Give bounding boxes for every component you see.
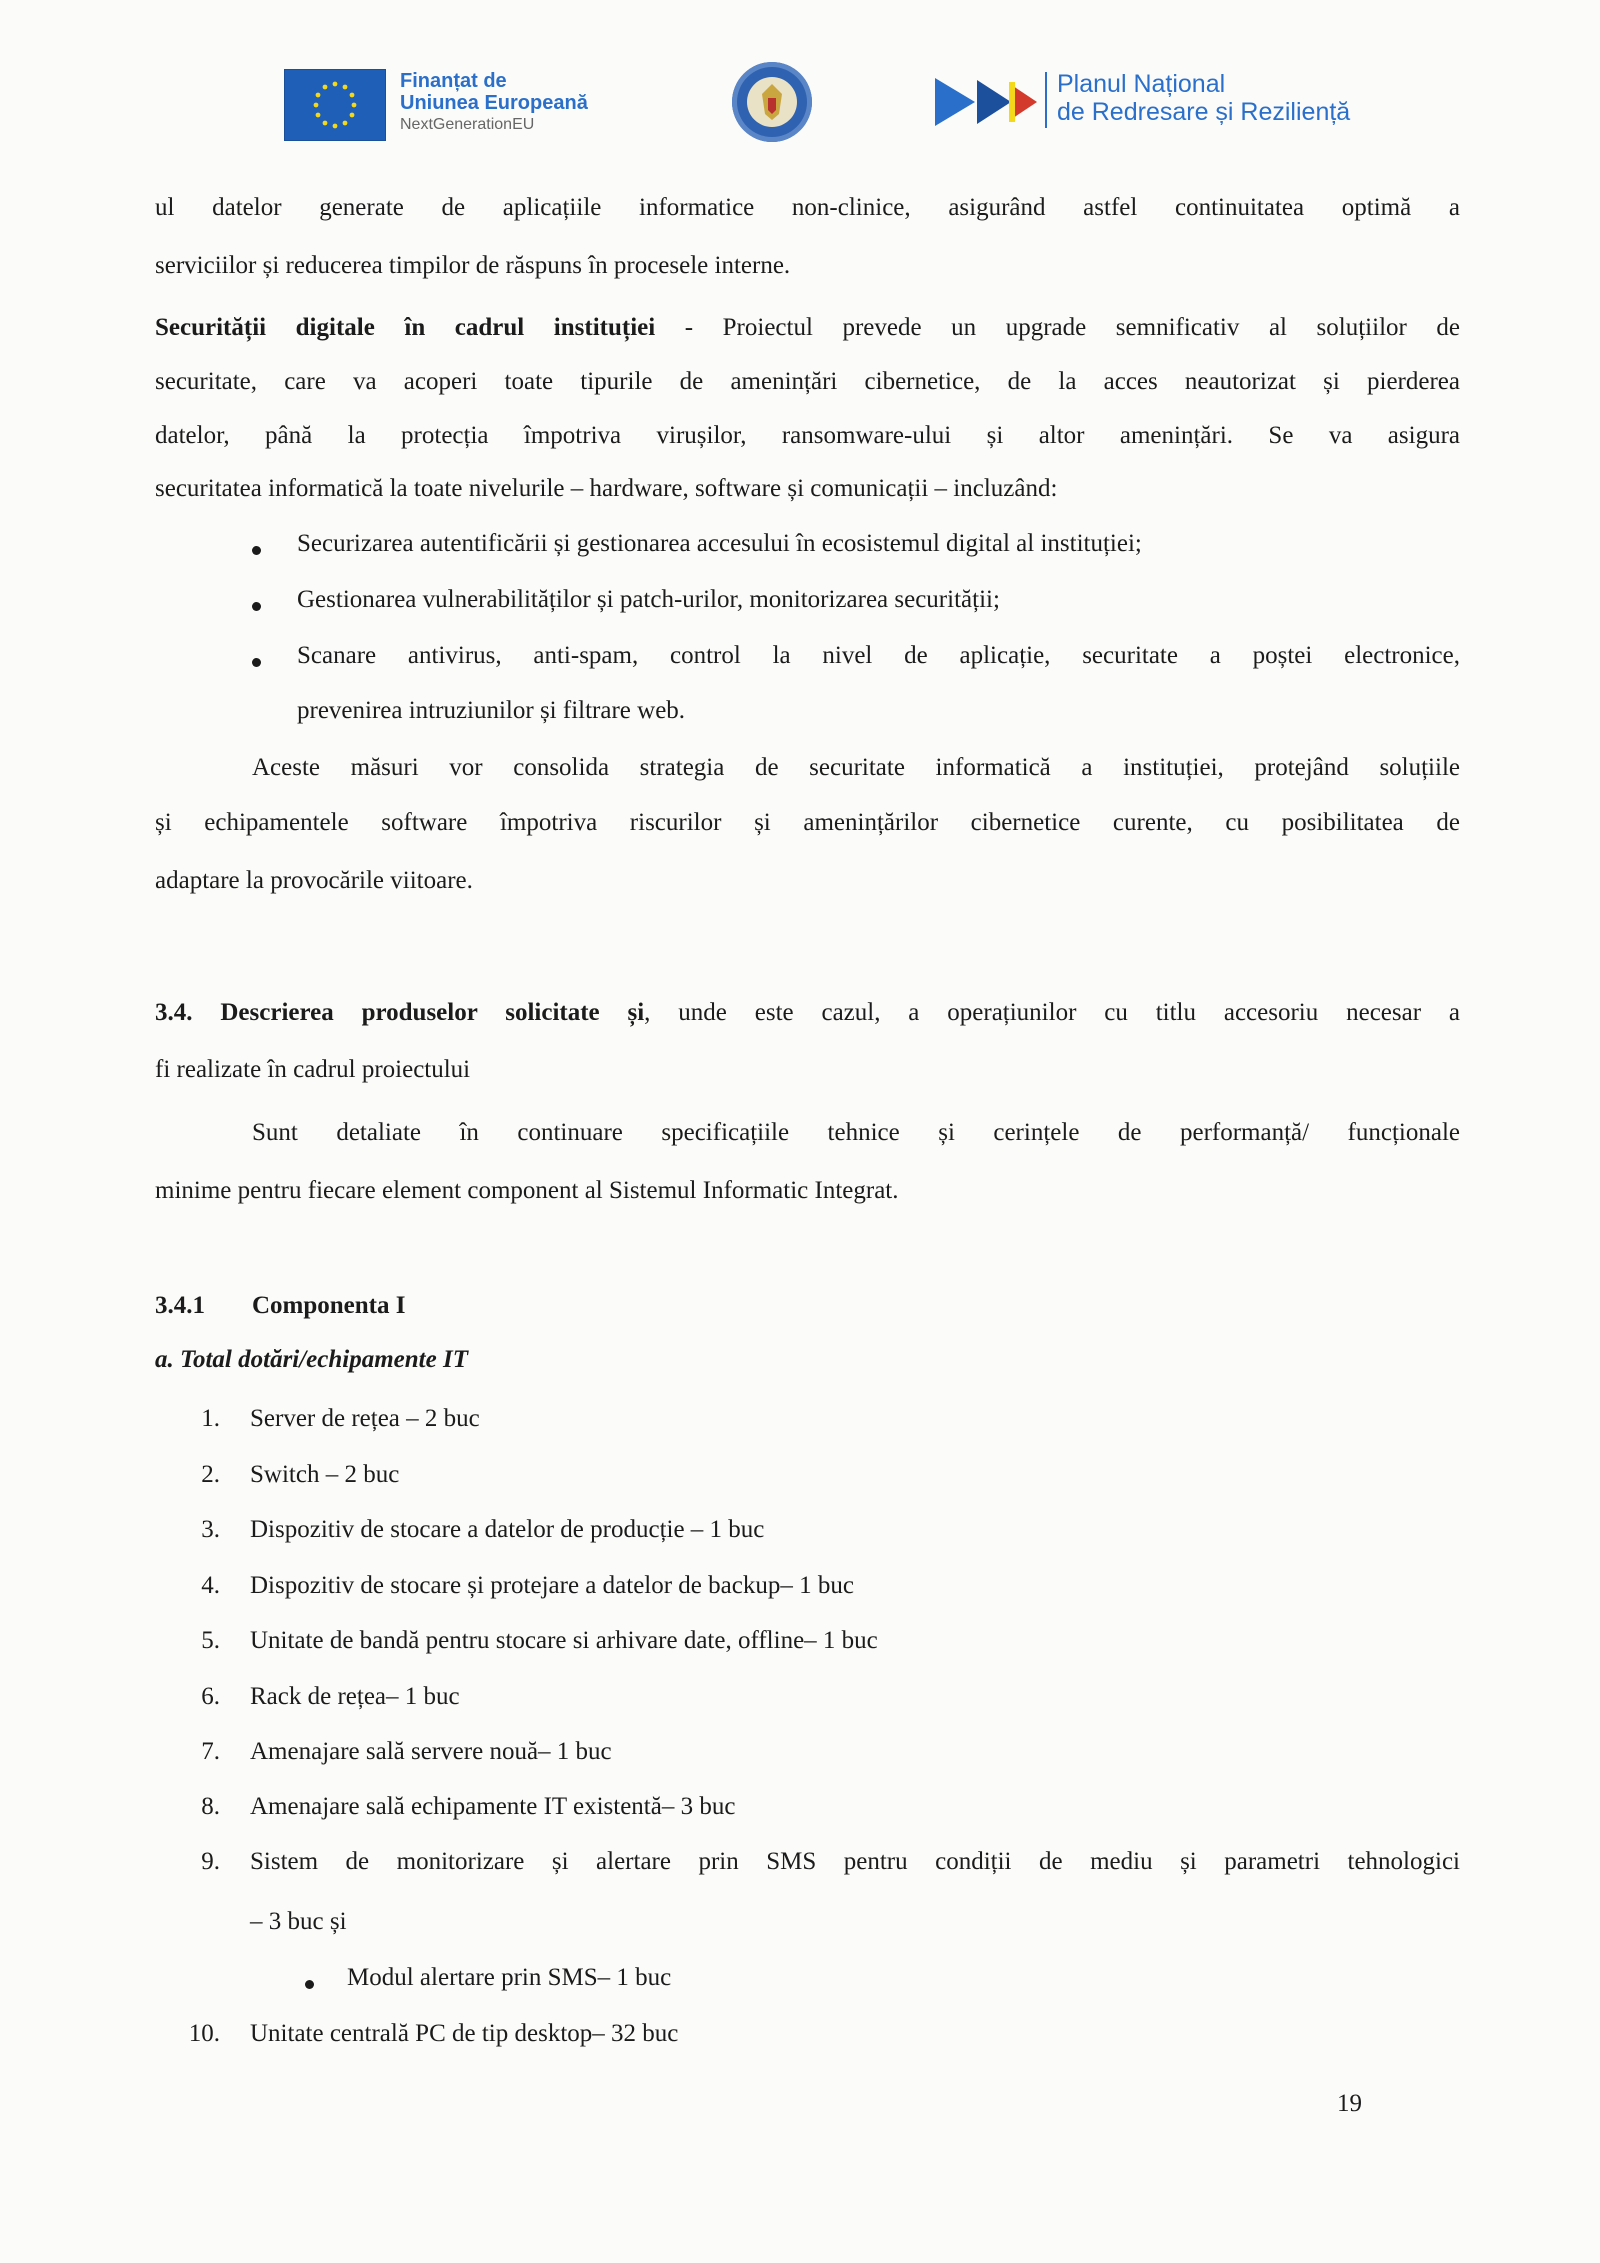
pnrr-line-2: de Redresare și Reziliență [1057, 98, 1351, 126]
list-number: 8. [201, 1793, 220, 1820]
list-item: Switch – 2 buc [250, 1461, 400, 1488]
bullet-dot [252, 658, 261, 667]
security-line-4: securitatea informatică la toate nivelurile – hardware, software și comunicații – incluzând: [155, 475, 1058, 502]
security-closing-line-2: și echipamentele software împotriva riscurilor și amenințărilor cibernetice curente, cu posibilitatea de [155, 809, 1460, 836]
section-3-4-1-subtitle: a. Total dotări/echipamente IT [155, 1346, 468, 1373]
security-bullet-3-continued: prevenirea intruziunilor și filtrare web. [297, 697, 686, 724]
security-bullet-1: Securizarea autentificării și gestionarea accesului în ecosistemul digital al instituției; [297, 530, 1142, 557]
section-3-4-1-number: 3.4.1 [155, 1292, 205, 1319]
security-line-3: datelor, până la protecția împotriva virușilor, ransomware-ului și altor amenințări. Se va asigura [155, 422, 1460, 449]
security-line-2: securitate, care va acoperi toate tipurile de amenințări cibernetice, de la acces neautorizat și pierderea [155, 368, 1460, 395]
security-closing-line-3: adaptare la provocările viitoare. [155, 867, 473, 894]
list-item: Amenajare sală echipamente IT existentă– 3 buc [250, 1793, 736, 1820]
romanian-government-seal-logo [732, 62, 812, 142]
bullet-dot [252, 546, 261, 555]
security-bullet-2: Gestionarea vulnerabilităților și patch-urilor, monitorizarea securității; [297, 586, 1000, 613]
list-number: 7. [201, 1738, 220, 1765]
list-item-continued: – 3 buc și [250, 1908, 347, 1935]
list-item: Unitate centrală PC de tip desktop– 32 buc [250, 2020, 679, 2047]
section-3-4-desc-line-1: Sunt detaliate în continuare specificațiile tehnice și cerințele de performanță/ funcționale [252, 1119, 1460, 1146]
list-number: 2. [201, 1461, 220, 1488]
list-item: Amenajare sală servere nouă– 1 buc [250, 1738, 612, 1765]
pnrr-title [1057, 70, 1350, 126]
list-sub-item: Modul alertare prin SMS– 1 buc [347, 1964, 672, 1991]
section-3-4-heading-line-2: fi realizate în cadrul proiectului [155, 1056, 471, 1083]
page-number: 19 [1337, 2090, 1362, 2117]
bullet-dot [305, 1980, 314, 1989]
security-line-1-rest: - Proiectul prevede un upgrade semnificativ al soluțiilor de [655, 314, 1460, 341]
security-bullet-3: Scanare antivirus, anti-spam, control la nivel de aplicație, securitate a poștei electronice, [297, 642, 1460, 669]
section-3-4-number: 3.4. [155, 999, 193, 1026]
eu-line-1: Finanțat de [400, 70, 507, 92]
list-number: 4. [201, 1572, 220, 1599]
intro-line-1: ul datelor generate de aplicațiile informatice non-clinice, asigurând astfel continuitatea optimă a [155, 194, 1460, 221]
page-header [0, 62, 1600, 162]
eu-line-3: NextGenerationEU [400, 116, 535, 133]
eu-funding-text [400, 70, 588, 136]
list-item: Dispozitiv de stocare a datelor de producție – 1 buc [250, 1516, 765, 1543]
security-closing-line-1: Aceste măsuri vor consolida strategia de securitate informatică a instituției, protejând soluțiile [252, 754, 1460, 781]
list-number: 10. [188, 2020, 220, 2047]
list-number: 1. [201, 1405, 220, 1432]
list-number: 6. [201, 1683, 220, 1710]
intro-line-2: serviciilor și reducerea timpilor de răspuns în procesele interne. [155, 252, 791, 279]
security-line-1 [155, 300, 1460, 356]
security-title: Securității digitale în cadrul instituției [155, 314, 656, 341]
list-item: Server de rețea – 2 buc [250, 1405, 480, 1432]
section-3-4-1-title: Componenta I [252, 1292, 406, 1319]
pnrr-line-1: Planul Național [1057, 70, 1226, 98]
list-number: 9. [201, 1848, 220, 1875]
list-number: 5. [201, 1627, 220, 1654]
pnrr-arrow-logo [935, 72, 1040, 137]
pnrr-divider [1045, 72, 1047, 128]
bullet-dot [252, 602, 261, 611]
list-item: Rack de rețea– 1 buc [250, 1683, 460, 1710]
section-3-4-title-rest: , unde este cazul, a operațiunilor cu titlu accesoriu necesar a [644, 999, 1460, 1026]
list-number: 3. [201, 1516, 220, 1543]
section-3-4-heading [155, 985, 1460, 1041]
eu-flag-logo [285, 70, 385, 140]
eu-line-2: Uniunea Europeană [400, 92, 588, 114]
list-item: Sistem de monitorizare și alertare prin SMS pentru condiții de mediu și parametri tehnologici [250, 1848, 1460, 1875]
section-3-4-title: Descrierea produselor solicitate și [220, 999, 645, 1026]
list-item: Dispozitiv de stocare și protejare a datelor de backup– 1 buc [250, 1572, 854, 1599]
list-item: Unitate de bandă pentru stocare si arhivare date, offline– 1 buc [250, 1627, 878, 1654]
section-3-4-desc-line-2: minime pentru fiecare element component al Sistemul Informatic Integrat. [155, 1177, 899, 1204]
